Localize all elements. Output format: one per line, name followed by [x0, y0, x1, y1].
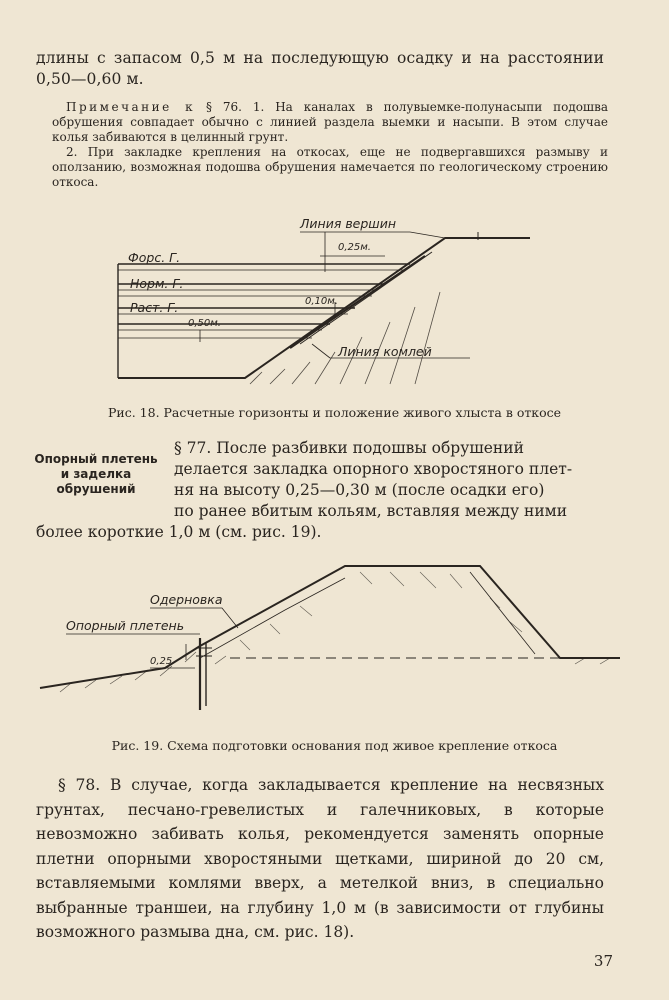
- figure-19-diagram: [0, 558, 669, 718]
- fig18-label-top: Линия вершин: [300, 216, 397, 231]
- figure-18-diagram: [0, 212, 669, 392]
- section-78-text: § 78. В случае, когда закладывается крепление на несвязных грунтах, песчано-гревелистых и галечниковых, в которые невозможно забивать колья, рекомендуется заменять опорные плетни опорными хворостяными щетками, шириной до 20 см, вставляемыми комлями вверх, а метелкой вниз, в специально выбранные траншеи, на глубину 1,0 м (в зависимости от глубины возможного размыва дна, см. рис. 18).: [36, 776, 604, 941]
- fig19-label-025: 0,25: [150, 656, 173, 667]
- section-77-line-4: по ранее вбитым кольям, вставляя между ними: [174, 502, 568, 520]
- note-line-1-text: § 76. 1. На каналах в полувыемке-полунасыпи подошва обрушения совпадает обычно с линией раздела выемки и насыпи. В этом случае колья забиваются в целинный грунт.: [52, 100, 608, 144]
- note-line-2: 2. При закладке крепления на откосах, еще не подвергавшихся размыву и оползанию, возможная подошва обрушения намечается по геологическому строению откоса.: [52, 145, 608, 189]
- fig18-label-fors: Форс. Г.: [128, 250, 181, 265]
- page-number: 37: [593, 952, 613, 970]
- note-block: [52, 100, 608, 190]
- section-77-line-3: ня на высоту 0,25—0,30 м (после осадки его): [174, 481, 545, 499]
- fig18-label-010: 0,10м.: [305, 296, 338, 307]
- fig19-label-pleten: Опорный плетень: [66, 618, 185, 633]
- section-78-paragraph: [36, 773, 604, 945]
- section-77-line-5: более короткие 1,0 м (см. рис. 19).: [36, 523, 322, 541]
- section-77-line-1: § 77. После разбивки подошвы обрушений: [174, 439, 524, 457]
- note-label: Примечание к: [66, 100, 196, 114]
- fig18-label-025: 0,25м.: [338, 242, 371, 253]
- fig18-label-bottom: Линия комлей: [338, 344, 432, 359]
- fig19-label-odernovka: Одерновка: [150, 592, 223, 607]
- section-77-sidehead: Опорный плетень и заделка обрушений: [34, 452, 158, 496]
- fig18-label-norm: Норм. Г.: [130, 276, 184, 291]
- intro-paragraph: длины с запасом 0,5 м на последующую осадку и на расстоянии 0,50—0,60 м.: [36, 49, 604, 88]
- fig18-label-rast: Раст. Г.: [130, 300, 179, 315]
- note-line-1: [52, 100, 608, 145]
- fig18-label-050: 0,50м.: [188, 318, 221, 329]
- section-77-line-2: делается закладка опорного хворостяного плет-: [174, 460, 573, 478]
- section-77-paragraph: [36, 438, 604, 543]
- figure-18-caption: Рис. 18. Расчетные горизонты и положение живого хлыста в откосе: [107, 405, 562, 420]
- figure-19-caption: Рис. 19. Схема подготовки основания под живое крепление откоса: [111, 738, 558, 753]
